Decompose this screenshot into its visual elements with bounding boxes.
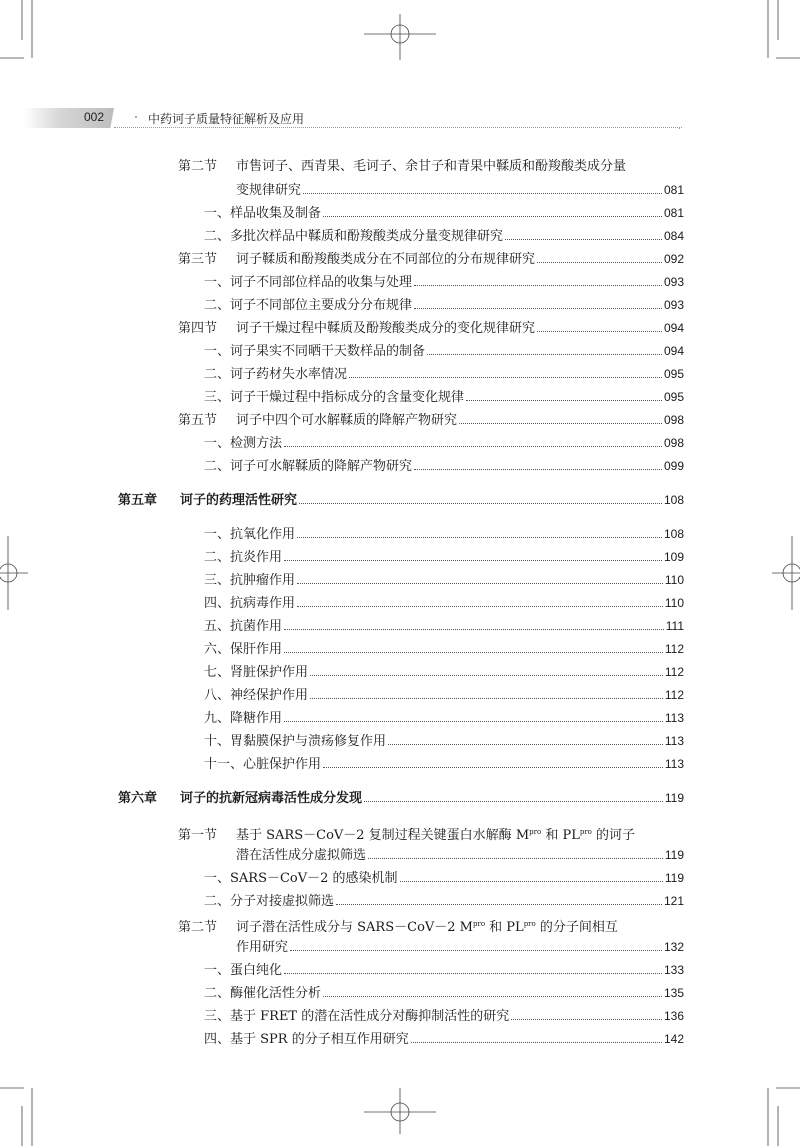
dot-leader	[414, 285, 662, 286]
entry-page: 133	[663, 963, 684, 977]
entry-title: 一、SARS－CoV－2 的感染机制	[204, 871, 398, 886]
toc-entry	[204, 571, 684, 590]
toc-section-entry	[178, 823, 684, 845]
section-label: 第三节	[178, 252, 218, 267]
dot-leader	[303, 193, 662, 194]
dot-leader	[459, 423, 662, 424]
entry-title: 十一、心脏保护作用	[204, 757, 322, 772]
toc-section-entry	[178, 411, 684, 430]
entry-title: 诃子干燥过程中鞣质及酚羧酸类成分的变化规律研究	[236, 321, 536, 336]
entry-title-part: 和 PL	[541, 828, 580, 843]
entry-page: 119	[664, 848, 684, 862]
entry-page: 093	[663, 298, 684, 312]
toc-section-entry	[178, 915, 684, 937]
dot-leader	[336, 904, 662, 905]
dot-leader	[284, 973, 662, 974]
entry-page: 098	[663, 413, 684, 427]
entry-page: 095	[663, 390, 684, 404]
entry-title-part: 基于 SARS－CoV－2 复制过程关键蛋白水解酶 M	[236, 828, 530, 843]
entry-title: 十、胃黏膜保护与溃疡修复作用	[204, 734, 387, 749]
superscript: pro	[473, 920, 486, 928]
dot-leader	[537, 331, 662, 332]
entry-page: 112	[664, 665, 684, 679]
superscript: pro	[579, 828, 592, 836]
chapter-title: 诃子的药理活性研究	[180, 493, 298, 508]
toc-entry	[204, 1007, 684, 1026]
toc-section-entry	[178, 319, 684, 338]
toc-entry	[204, 388, 684, 407]
entry-page: 136	[663, 1009, 684, 1023]
dot-leader	[400, 881, 663, 882]
entry-title: 二、分子对接虚拟筛选	[204, 894, 335, 909]
toc-entry	[204, 892, 684, 911]
entry-title: 诃子鞣质和酚羧酸类成分在不同部位的分布规律研究	[236, 252, 536, 267]
toc-entry	[204, 709, 684, 728]
entry-title: 六、保肝作用	[204, 642, 283, 657]
dot-leader	[349, 377, 662, 378]
header-rule	[114, 127, 682, 128]
toc-entry	[236, 846, 684, 865]
entry-page: 094	[663, 344, 684, 358]
entry-title: 二、多批次样品中鞣质和酚羧酸类成分量变规律研究	[204, 229, 504, 244]
toc-entry	[204, 434, 684, 453]
toc-section-entry	[178, 158, 684, 176]
header-separator: ·	[134, 109, 138, 123]
toc-entry	[204, 961, 684, 980]
dot-leader	[297, 537, 662, 538]
entry-page: 112	[664, 642, 684, 656]
entry-page: 109	[663, 550, 684, 564]
entry-page: 108	[663, 493, 684, 507]
entry-title-part: 诃子潜在活性成分与 SARS－CoV－2 M	[236, 920, 473, 935]
entry-title: 三、诃子干燥过程中指标成分的含量变化规律	[204, 390, 465, 405]
dot-leader	[511, 1019, 662, 1020]
page-number: 002	[84, 110, 105, 124]
superscript: pro	[523, 920, 536, 928]
entry-page: 081	[663, 206, 684, 220]
dot-leader	[427, 354, 662, 355]
dot-leader	[284, 652, 663, 653]
toc-entry	[204, 686, 684, 705]
toc-entry	[204, 342, 684, 361]
entry-page: 113	[664, 711, 684, 725]
entry-title: 一、诃子不同部位样品的收集与处理	[204, 275, 413, 290]
entry-page: 081	[663, 183, 684, 197]
toc-entry	[204, 365, 684, 384]
toc-entry	[204, 617, 684, 636]
entry-title: 市售诃子、西青果、毛诃子、余甘子和青果中鞣质和酚羧酸类成分量	[236, 159, 627, 174]
toc-entry	[204, 296, 684, 315]
entry-title: 二、诃子可水解鞣质的降解产物研究	[204, 459, 413, 474]
dot-leader	[388, 744, 663, 745]
toc-entry	[204, 1030, 684, 1049]
entry-title: 九、降糖作用	[204, 711, 283, 726]
dot-leader	[414, 308, 662, 309]
entry-page: 142	[663, 1032, 684, 1046]
toc-entry	[204, 663, 684, 682]
entry-title: 四、抗病毒作用	[204, 596, 296, 611]
section-label: 第五节	[178, 413, 218, 428]
chapter-label: 第五章	[118, 493, 158, 508]
entry-page: 093	[663, 275, 684, 289]
entry-title: 二、诃子药材失水率情况	[204, 367, 348, 382]
dot-leader	[297, 606, 663, 607]
entry-page: 119	[664, 871, 684, 885]
entry-page: 108	[663, 527, 684, 541]
toc-entry	[204, 732, 684, 751]
toc-entry	[204, 548, 684, 567]
toc-entry	[204, 984, 684, 1003]
toc-entry	[204, 525, 684, 544]
toc-entry	[204, 204, 684, 223]
entry-page: 110	[664, 596, 684, 610]
dot-leader	[310, 675, 663, 676]
entry-title: 作用研究	[236, 940, 289, 955]
dot-leader	[284, 629, 664, 630]
dot-leader	[310, 698, 663, 699]
entry-page: 110	[664, 573, 684, 587]
entry-page: 113	[664, 757, 684, 771]
toc-section-entry	[178, 250, 684, 269]
toc-entry	[204, 457, 684, 476]
entry-title: 三、抗肿瘤作用	[204, 573, 296, 588]
dot-leader	[290, 950, 662, 951]
entry-page: 099	[663, 459, 684, 473]
entry-page: 094	[663, 321, 684, 335]
running-header	[24, 108, 684, 133]
entry-page: 135	[663, 986, 684, 1000]
header-end-mark: ·	[678, 123, 681, 133]
entry-title: 四、基于 SPR 的分子相互作用研究	[204, 1032, 409, 1047]
section-label: 第一节	[178, 828, 218, 843]
entry-title: 一、抗氧化作用	[204, 527, 296, 542]
entry-title: 一、蛋白纯化	[204, 963, 283, 978]
entry-page: 084	[663, 229, 684, 243]
entry-title: 变规律研究	[236, 183, 302, 198]
section-label: 第四节	[178, 321, 218, 336]
dot-leader	[284, 721, 663, 722]
entry-title: 二、诃子不同部位主要成分分布规律	[204, 298, 413, 313]
entry-page: 098	[663, 436, 684, 450]
entry-title: 三、基于 FRET 的潜在活性成分对酶抑制活性的研究	[204, 1009, 510, 1024]
toc-entry	[204, 755, 684, 774]
entry-page: 092	[663, 252, 684, 266]
dot-leader	[299, 503, 662, 504]
entry-page: 113	[664, 734, 684, 748]
dot-leader	[505, 239, 662, 240]
dot-leader	[323, 767, 663, 768]
entry-page: 095	[663, 367, 684, 381]
entry-title-part: 和 PL	[485, 920, 524, 935]
dot-leader	[323, 216, 662, 217]
entry-title: 一、诃子果实不同晒干天数样品的制备	[204, 344, 426, 359]
entry-title: 二、酶催化活性分析	[204, 986, 322, 1001]
toc-entry	[204, 227, 684, 246]
chapter-title: 诃子的抗新冠病毒活性成分发现	[180, 791, 363, 806]
toc-entry	[236, 181, 684, 200]
dot-leader	[284, 446, 662, 447]
toc-entry	[204, 273, 684, 292]
toc-entry	[204, 869, 684, 888]
entry-title: 潜在活性成分虚拟筛选	[236, 848, 367, 863]
entry-page: 132	[663, 940, 684, 954]
superscript: pro	[529, 828, 542, 836]
toc-chapter-entry	[118, 491, 684, 510]
book-title: 中药诃子质量特征解析及应用	[148, 112, 305, 126]
chapter-label: 第六章	[118, 791, 158, 806]
entry-title-part: 的分子间相互	[535, 920, 618, 935]
entry-page: 111	[665, 619, 684, 633]
entry-title: 七、肾脏保护作用	[204, 665, 309, 680]
dot-leader	[414, 469, 662, 470]
dot-leader	[297, 583, 663, 584]
section-label: 第二节	[178, 159, 218, 174]
entry-title: 诃子中四个可水解鞣质的降解产物研究	[236, 413, 458, 428]
toc-entry	[204, 640, 684, 659]
entry-title: 八、神经保护作用	[204, 688, 309, 703]
dot-leader	[537, 262, 662, 263]
dot-leader	[323, 996, 662, 997]
dot-leader	[364, 801, 663, 802]
dot-leader	[284, 560, 662, 561]
dot-leader	[368, 858, 663, 859]
toc-chapter-entry	[118, 789, 684, 808]
entry-page: 112	[664, 688, 684, 702]
toc-entry	[204, 594, 684, 613]
entry-page: 121	[663, 894, 684, 908]
entry-title: 五、抗菌作用	[204, 619, 283, 634]
dot-leader	[466, 400, 662, 401]
entry-title: 二、抗炎作用	[204, 550, 283, 565]
entry-page: 119	[664, 791, 684, 805]
section-label: 第二节	[178, 920, 218, 935]
entry-title-part: 的诃子	[591, 828, 636, 843]
toc-entry	[236, 938, 684, 957]
entry-title: 一、检测方法	[204, 436, 283, 451]
dot-leader	[411, 1042, 662, 1043]
entry-title: 一、样品收集及制备	[204, 206, 322, 221]
